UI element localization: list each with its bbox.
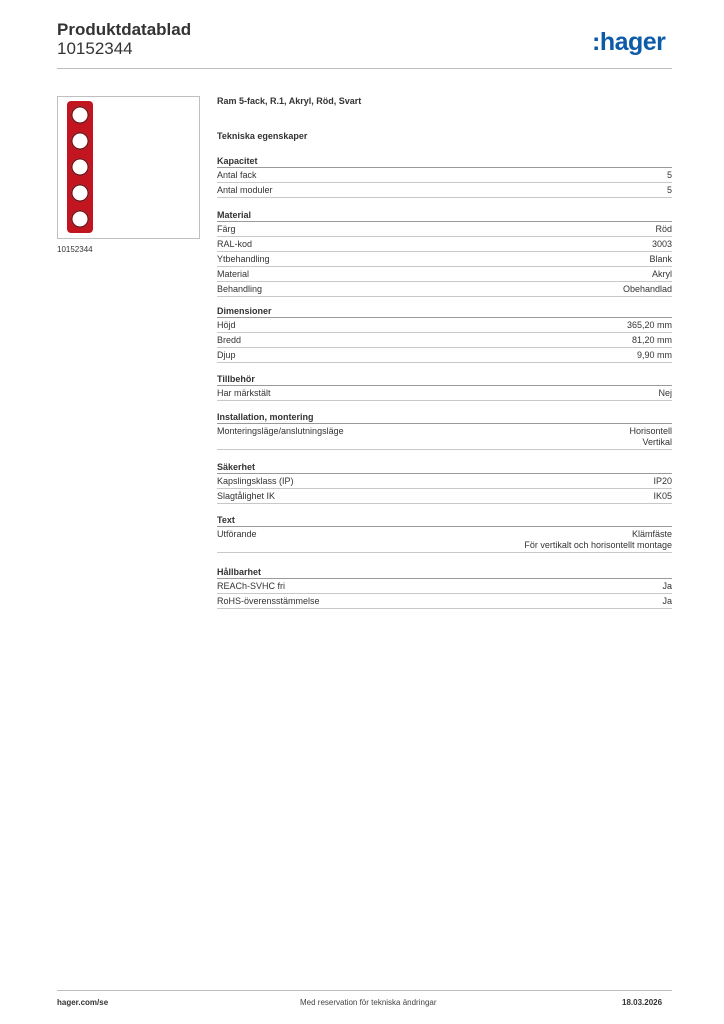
section-title: Tillbehör	[217, 373, 672, 386]
spec-label: Slagtålighet IK	[217, 491, 276, 501]
page-title: Produktdatablad	[57, 20, 192, 39]
spec-row	[217, 318, 672, 333]
section-title: Installation, montering	[217, 411, 672, 424]
spec-value	[667, 170, 672, 181]
spec-row	[217, 579, 672, 594]
spec-value-line: IP20	[653, 476, 672, 486]
spec-label: Kapslingsklass (IP)	[217, 476, 294, 486]
spec-value	[662, 581, 672, 592]
spec-value	[652, 239, 672, 250]
spec-value-line: Vertikal	[642, 437, 672, 447]
spec-value-line: Ja	[662, 596, 672, 606]
spec-row	[217, 282, 672, 297]
spec-value	[632, 335, 672, 346]
spec-value	[623, 284, 672, 295]
spec-value	[652, 269, 672, 280]
spec-section	[217, 566, 672, 609]
section-title: Säkerhet	[217, 461, 672, 474]
spec-value-line: Obehandlad	[622, 284, 672, 294]
spec-label: Material	[217, 269, 250, 279]
spec-value-line: Klämfäste	[631, 529, 672, 539]
spec-value-line: 5	[666, 170, 672, 180]
spec-value-line: Akryl	[652, 269, 672, 279]
spec-row	[217, 222, 672, 237]
spec-row	[217, 474, 672, 489]
spec-value	[667, 185, 672, 196]
spec-row	[217, 237, 672, 252]
spec-value	[653, 491, 672, 502]
spec-label: Ytbehandling	[217, 254, 270, 264]
spec-value	[653, 476, 672, 487]
section-title: Dimensioner	[217, 305, 672, 318]
spec-label: REACh-SVHC fri	[217, 581, 286, 591]
spec-section	[217, 411, 672, 450]
spec-label: Behandling	[217, 284, 263, 294]
spec-value	[637, 350, 672, 361]
spec-value	[629, 426, 672, 448]
spec-value-line: 5	[666, 185, 672, 195]
product-number: 10152344	[57, 39, 133, 58]
footer-note: Med reservation för tekniska ändringar	[300, 998, 437, 1007]
spec-label: Har märkstält	[217, 388, 271, 398]
socket-hole-icon	[71, 184, 89, 202]
spec-value-line: Ja	[662, 581, 672, 591]
socket-hole-icon	[71, 158, 89, 176]
spec-row	[217, 424, 672, 450]
spec-row	[217, 489, 672, 504]
spec-value-line: Nej	[658, 388, 672, 398]
section-title: Hållbarhet	[217, 566, 672, 579]
spec-label: Bredd	[217, 335, 242, 345]
tech-title: Tekniska egenskaper	[217, 131, 308, 141]
spec-section	[217, 305, 672, 363]
spec-row	[217, 348, 672, 363]
hager-logo: :hager	[592, 28, 666, 56]
image-caption: 10152344	[57, 245, 93, 254]
spec-label: RoHS-överensstämmelse	[217, 596, 320, 606]
spec-section	[217, 209, 672, 297]
spec-value	[662, 596, 672, 607]
spec-row	[217, 252, 672, 267]
spec-row	[217, 168, 672, 183]
frame-illustration	[67, 101, 93, 233]
spec-section	[217, 155, 672, 198]
footer-website[interactable]: hager.com/se	[57, 998, 109, 1007]
spec-value	[655, 224, 672, 235]
spec-label: RAL-kod	[217, 239, 253, 249]
spec-label: Antal moduler	[217, 185, 273, 195]
spec-value	[658, 388, 672, 399]
section-title: Text	[217, 514, 672, 527]
spec-value	[524, 529, 672, 551]
spec-section	[217, 461, 672, 504]
spec-value-line: 3003	[651, 239, 672, 249]
header-divider	[57, 68, 672, 69]
section-title: Material	[217, 209, 672, 222]
spec-value-line: Blank	[649, 254, 672, 264]
spec-row	[217, 267, 672, 282]
spec-value-line: 81,20 mm	[631, 335, 672, 345]
spec-value	[627, 320, 672, 331]
product-image	[57, 96, 200, 239]
spec-value-line: IK05	[653, 491, 672, 501]
spec-label: Färg	[217, 224, 236, 234]
product-title: Ram 5-fack, R.1, Akryl, Röd, Svart	[217, 96, 362, 106]
spec-row	[217, 386, 672, 401]
spec-label: Djup	[217, 350, 236, 360]
spec-section	[217, 514, 672, 553]
socket-hole-icon	[71, 132, 89, 150]
spec-row	[217, 183, 672, 198]
spec-label: Höjd	[217, 320, 236, 330]
spec-section	[217, 373, 672, 401]
spec-label: Antal fack	[217, 170, 257, 180]
footer-date: 18.03.2026	[622, 998, 663, 1007]
spec-row	[217, 527, 672, 553]
footer-divider	[57, 990, 672, 991]
spec-value-line: 365,20 mm	[626, 320, 672, 330]
spec-value-line: För vertikalt och horisontellt montage	[524, 540, 672, 550]
spec-label: Monteringsläge/anslutningsläge	[217, 426, 344, 436]
spec-value-line: Röd	[655, 224, 672, 234]
spec-value-line: Horisontell	[629, 426, 672, 436]
spec-row	[217, 594, 672, 609]
spec-label: Utförande	[217, 529, 257, 539]
socket-hole-icon	[71, 210, 89, 228]
section-title: Kapacitet	[217, 155, 672, 168]
spec-row	[217, 333, 672, 348]
spec-value	[649, 254, 672, 265]
spec-value-line: 9,90 mm	[636, 350, 672, 360]
socket-hole-icon	[71, 106, 89, 124]
